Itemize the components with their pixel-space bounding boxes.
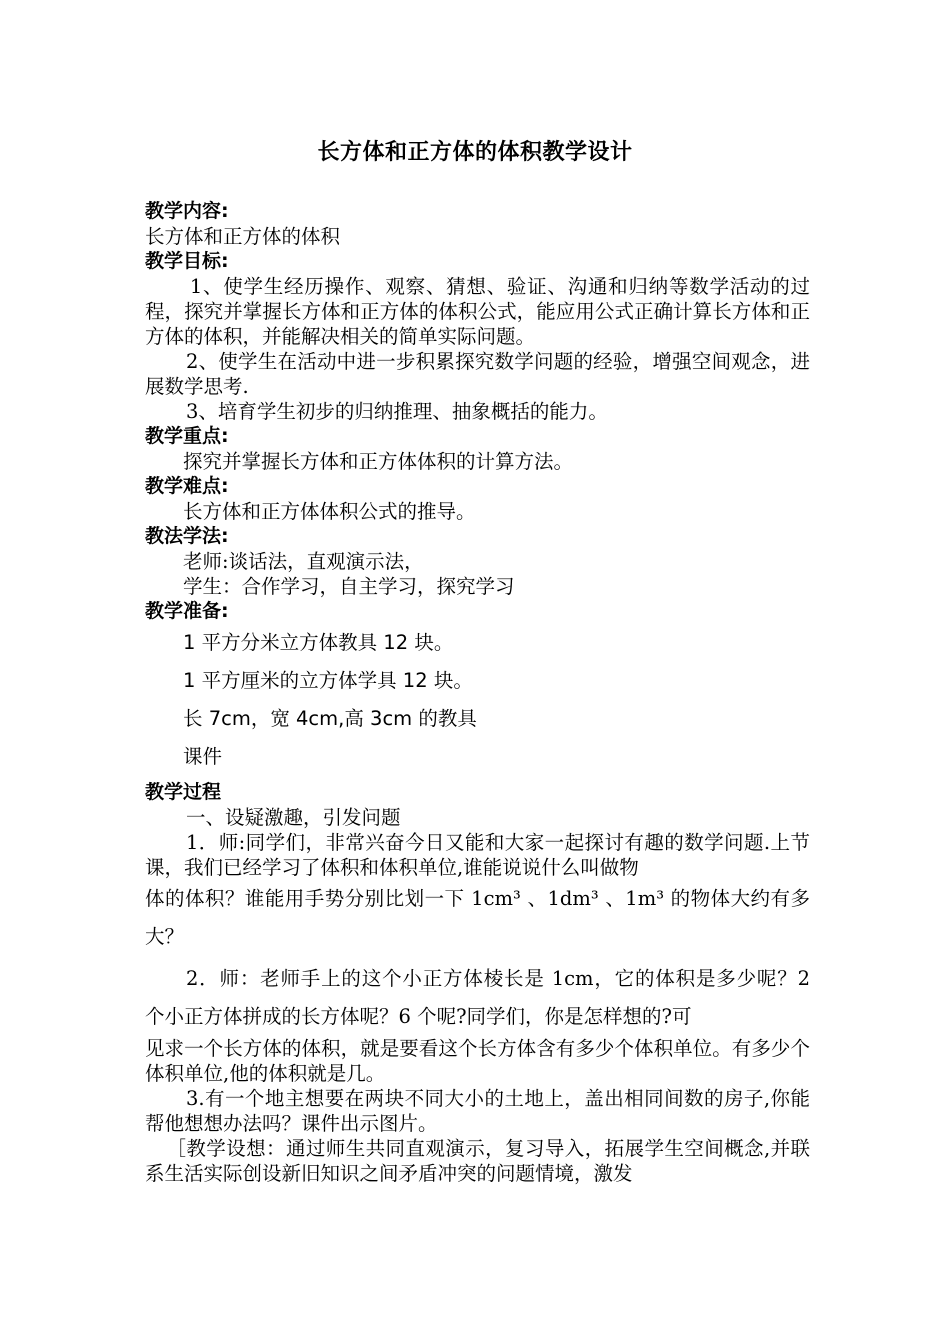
heading-key-points: 教学重点: (145, 425, 229, 447)
heading-process: 教学过程 (145, 781, 222, 803)
heading-difficult-points: 教学难点: (145, 475, 229, 497)
content-text: 长方体和正方体的体积 (145, 225, 341, 248)
document-title: 长方体和正方体的体积教学设计 (317, 140, 633, 165)
document-body (145, 199, 810, 1186)
step1-paragraph-1b: 体的体积？谁能用手势分别比划一下 1cm³ 、1dm³ 、1m³ 的物体大约有多大？ (145, 887, 810, 948)
heading-preparation: 教学准备: (145, 600, 229, 622)
prep-item-4: 课件 (183, 745, 223, 768)
goal-3: 3、培育学生初步的归纳推理、抽象概括的能力。 (185, 400, 608, 423)
step1-paragraph-3: 3.有一个地主想要在两块不同大小的土地上，盖出相同间数的房子,你能帮他想想办法吗？课件出示图片。 (145, 1087, 810, 1135)
heading-methods: 教法学法: (145, 525, 229, 547)
step1-paragraph-2b: 见求一个长方体的体积，就是要看这个长方体含有多少个体积单位。有多少个体积单位,他的体积就是几。 (145, 1037, 810, 1085)
prep-item-3: 长 7cm，宽 4cm,高 3cm 的教具 (183, 707, 477, 730)
goal-2: 2、使学生在活动中进一步积累探究数学问题的经验，增强空间观念，进展数学思考. (145, 350, 810, 398)
prep-item-2: 1 平方厘米的立方体学具 12 块。 (183, 669, 473, 692)
method-student: 学生：合作学习，自主学习，探究学习 (183, 575, 515, 598)
prep-item-1: 1 平方分米立方体教具 12 块。 (183, 631, 454, 654)
key-points-text: 探究并掌握长方体和正方体体积的计算方法。 (183, 450, 574, 473)
design-note: ［教学设想：通过师生共同直观演示，复习导入，拓展学生空间概念,并联系生活实际创设新旧知识之间矛盾冲突的问题情境，激发 (145, 1137, 810, 1185)
step1-paragraph-1a: 1．师:同学们，非常兴奋今日又能和大家一起探讨有趣的数学问题.上节课，我们已经学习了体积和体积单位,谁能说说什么叫做物 (145, 831, 810, 879)
difficult-points-text: 长方体和正方体体积公式的推导。 (183, 500, 476, 523)
method-teacher: 老师:谈话法，直观演示法， (183, 550, 424, 573)
step1-paragraph-2a: 2．师：老师手上的这个小正方体棱长是 1cm，它的体积是多少呢？2 个小正方体拼成的长方体呢？6 个呢?同学们，你是怎样想的?可 (145, 967, 810, 1028)
goal-1: 1、使学生经历操作、观察、猜想、验证、沟通和归纳等数学活动的过程，探究并掌握长方体和正方体的体积公式，能应用公式正确计算长方体和正方体的体积，并能解决相关的简单实际问题。 (145, 275, 810, 348)
step1-heading: 一、设疑激趣，引发问题 (185, 806, 401, 829)
heading-goals: 教学目标: (145, 250, 229, 272)
heading-content: 教学内容: (145, 200, 229, 222)
